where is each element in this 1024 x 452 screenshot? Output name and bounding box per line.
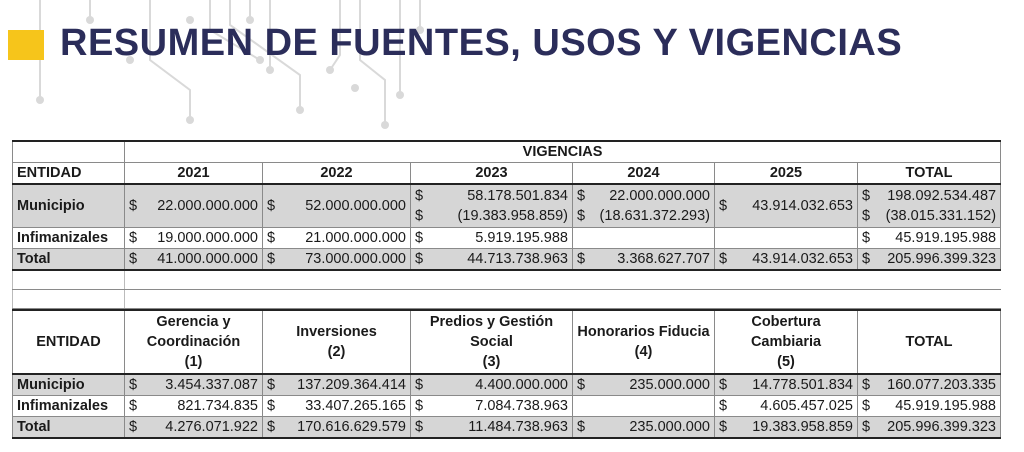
value-cell: $ 52.000.000.000 <box>263 184 411 228</box>
value-cell: $ 170.616.629.579 <box>263 417 411 439</box>
col-2021: 2021 <box>125 163 263 185</box>
row-label: Municipio <box>13 374 125 396</box>
col-entidad: ENTIDAD <box>13 163 125 185</box>
value-cell: $ 7.084.738.963 <box>411 396 573 417</box>
value-cell: $ 33.407.265.165 <box>263 396 411 417</box>
value-cell: $ 160.077.203.335 <box>858 374 1001 396</box>
col-2023: 2023 <box>411 163 573 185</box>
summary-sheet <box>12 140 1000 446</box>
row-label: Total <box>13 249 125 271</box>
usos-table <box>12 309 1001 439</box>
col-inversiones: Inversiones (2) <box>263 310 411 374</box>
value-cell: $ 19.000.000.000 <box>125 228 263 249</box>
value-cell: $ 198.092.534.487 $ (38.015.331.152) <box>858 184 1001 228</box>
value-cell: $ 45.919.195.988 <box>858 228 1001 249</box>
value-cell: $ 41.000.000.000 <box>125 249 263 271</box>
value-cell: $ 21.000.000.000 <box>263 228 411 249</box>
circuit-decoration <box>0 0 470 140</box>
spacer-cell <box>13 270 125 290</box>
empty-cell <box>573 396 715 417</box>
value-cell: $ 821.734.835 <box>125 396 263 417</box>
value-cell: $ 5.919.195.988 <box>411 228 573 249</box>
value-cell: $ 14.778.501.834 <box>715 374 858 396</box>
col-cobertura: Cobertura Cambiaria (5) <box>715 310 858 374</box>
table-row <box>13 374 1001 396</box>
col-gerencia: Gerencia y Coordinación (1) <box>125 310 263 374</box>
value-cell: $ 44.713.738.963 <box>411 249 573 271</box>
vigencias-header: VIGENCIAS <box>125 141 1001 163</box>
value-cell: $ 205.996.399.323 <box>858 249 1001 271</box>
spacer-cell <box>13 290 125 309</box>
value-cell: $ 4.605.457.025 <box>715 396 858 417</box>
value-cell: $ 3.454.337.087 <box>125 374 263 396</box>
value-cell: $ 43.914.032.653 <box>715 249 858 271</box>
table-row <box>13 228 1001 249</box>
table-row <box>13 417 1001 439</box>
value-cell: $ 58.178.501.834 $ (19.383.958.859) <box>411 184 573 228</box>
col-2024: 2024 <box>573 163 715 185</box>
value-cell: $ 3.368.627.707 <box>573 249 715 271</box>
row-label: Infimanizales <box>13 228 125 249</box>
row-label: Total <box>13 417 125 439</box>
table-row <box>13 249 1001 271</box>
value-cell: $ 4.400.000.000 <box>411 374 573 396</box>
empty-cell <box>715 228 858 249</box>
value-cell: $ 22.000.000.000 $ (18.631.372.293) <box>573 184 715 228</box>
row-label: Municipio <box>13 184 125 228</box>
value-cell: $ 19.383.958.859 <box>715 417 858 439</box>
value-cell: $ 22.000.000.000 <box>125 184 263 228</box>
table-row <box>13 396 1001 417</box>
col-total: TOTAL <box>858 310 1001 374</box>
blank-cell <box>13 141 125 163</box>
col-honorarios: Honorarios Fiducia (4) <box>573 310 715 374</box>
value-cell: $ 11.484.738.963 <box>411 417 573 439</box>
table-row <box>13 184 1001 228</box>
value-cell: $ 45.919.195.988 <box>858 396 1001 417</box>
page-title: RESUMEN DE FUENTES, USOS Y VIGENCIAS <box>60 22 903 64</box>
col-total: TOTAL <box>858 163 1001 185</box>
col-entidad: ENTIDAD <box>13 310 125 374</box>
col-2022: 2022 <box>263 163 411 185</box>
value-cell: $ 4.276.071.922 <box>125 417 263 439</box>
col-predios: Predios y Gestión Social (3) <box>411 310 573 374</box>
value-cell: $ 235.000.000 <box>573 374 715 396</box>
fuentes-table <box>12 140 1001 309</box>
row-label: Infimanizales <box>13 396 125 417</box>
value-cell: $ 137.209.364.414 <box>263 374 411 396</box>
value-cell: $ 205.996.399.323 <box>858 417 1001 439</box>
empty-cell <box>573 228 715 249</box>
value-cell: $ 43.914.032.653 <box>715 184 858 228</box>
value-cell: $ 73.000.000.000 <box>263 249 411 271</box>
value-cell: $ 235.000.000 <box>573 417 715 439</box>
title-accent-block <box>8 30 44 60</box>
col-2025: 2025 <box>715 163 858 185</box>
